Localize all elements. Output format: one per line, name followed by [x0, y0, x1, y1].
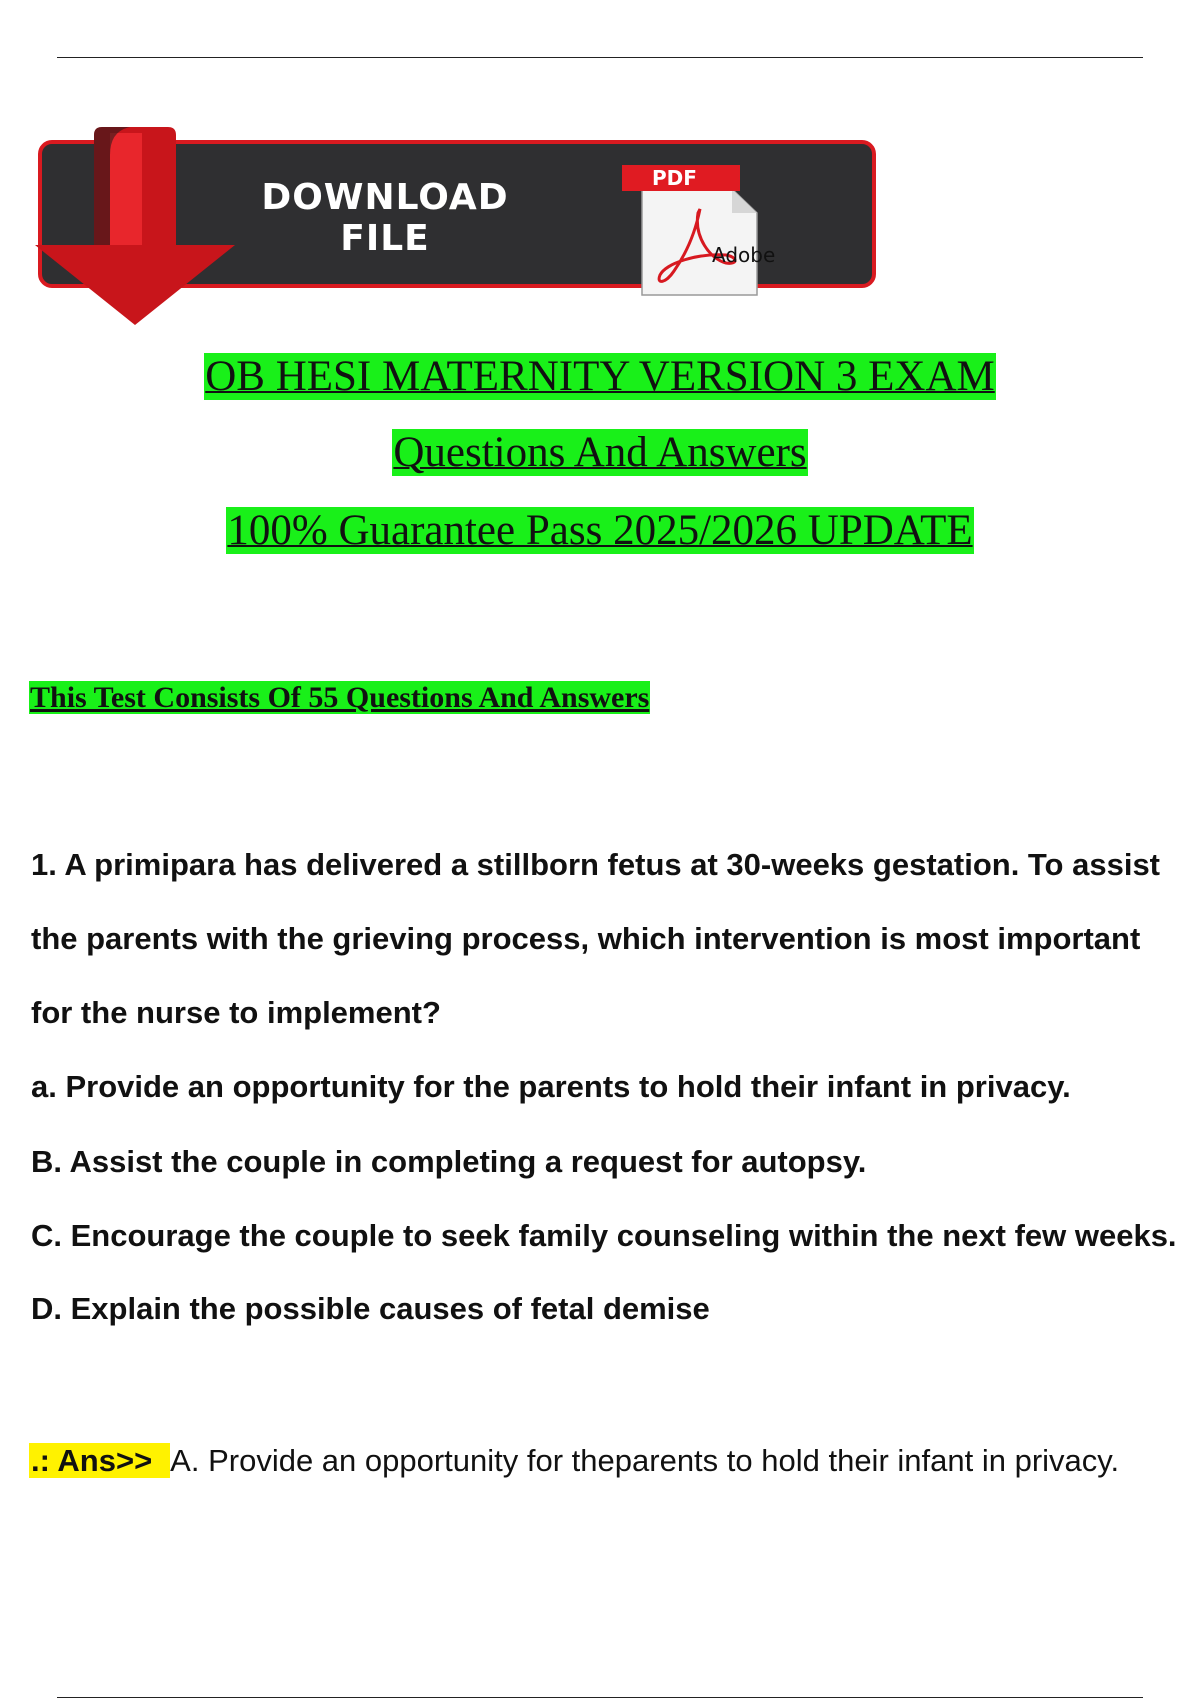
answer-line — [29, 1442, 1119, 1480]
question-stem-line-3: for the nurse to implement? — [31, 995, 441, 1030]
question-stem-line-1: 1. A primipara has delivered a stillborn fetus at 30-weeks gestation. To assist — [31, 847, 1161, 882]
option-c: C. Encourage the couple to seek family counseling within the next few weeks. — [31, 1218, 1177, 1253]
title-line-2: Questions And Answers — [393, 429, 807, 476]
top-rule — [57, 57, 1143, 58]
answer-text: A. Provide an opportunity for theparents to hold their infant in privacy. — [170, 1443, 1120, 1478]
title-line-3: 100% Guarantee Pass 2025/2026 UPDATE — [227, 507, 973, 554]
banner-line-2: FILE — [340, 218, 430, 259]
banner-text — [240, 177, 530, 259]
option-b: B. Assist the couple in completing a request for autopsy. — [31, 1144, 867, 1179]
adobe-label: Adobe — [712, 243, 776, 267]
download-arrow-icon — [30, 125, 270, 335]
answer-label: .: Ans>> — [29, 1443, 170, 1478]
option-d: D. Explain the possible causes of fetal demise — [31, 1291, 710, 1326]
question-stem-line-2: the parents with the grieving process, which intervention is most important — [31, 921, 1141, 956]
bottom-rule — [57, 1697, 1143, 1698]
pdf-tag: PDF — [622, 165, 740, 191]
title-line-1: OB HESI MATERNITY VERSION 3 EXAM — [205, 353, 995, 400]
banner-line-1: DOWNLOAD — [261, 177, 509, 218]
download-file-banner[interactable] — [30, 125, 882, 335]
option-a: a. Provide an opportunity for the parents to hold their infant in privacy. — [31, 1069, 1071, 1104]
question-count-heading: This Test Consists Of 55 Questions And Answers — [30, 681, 650, 714]
